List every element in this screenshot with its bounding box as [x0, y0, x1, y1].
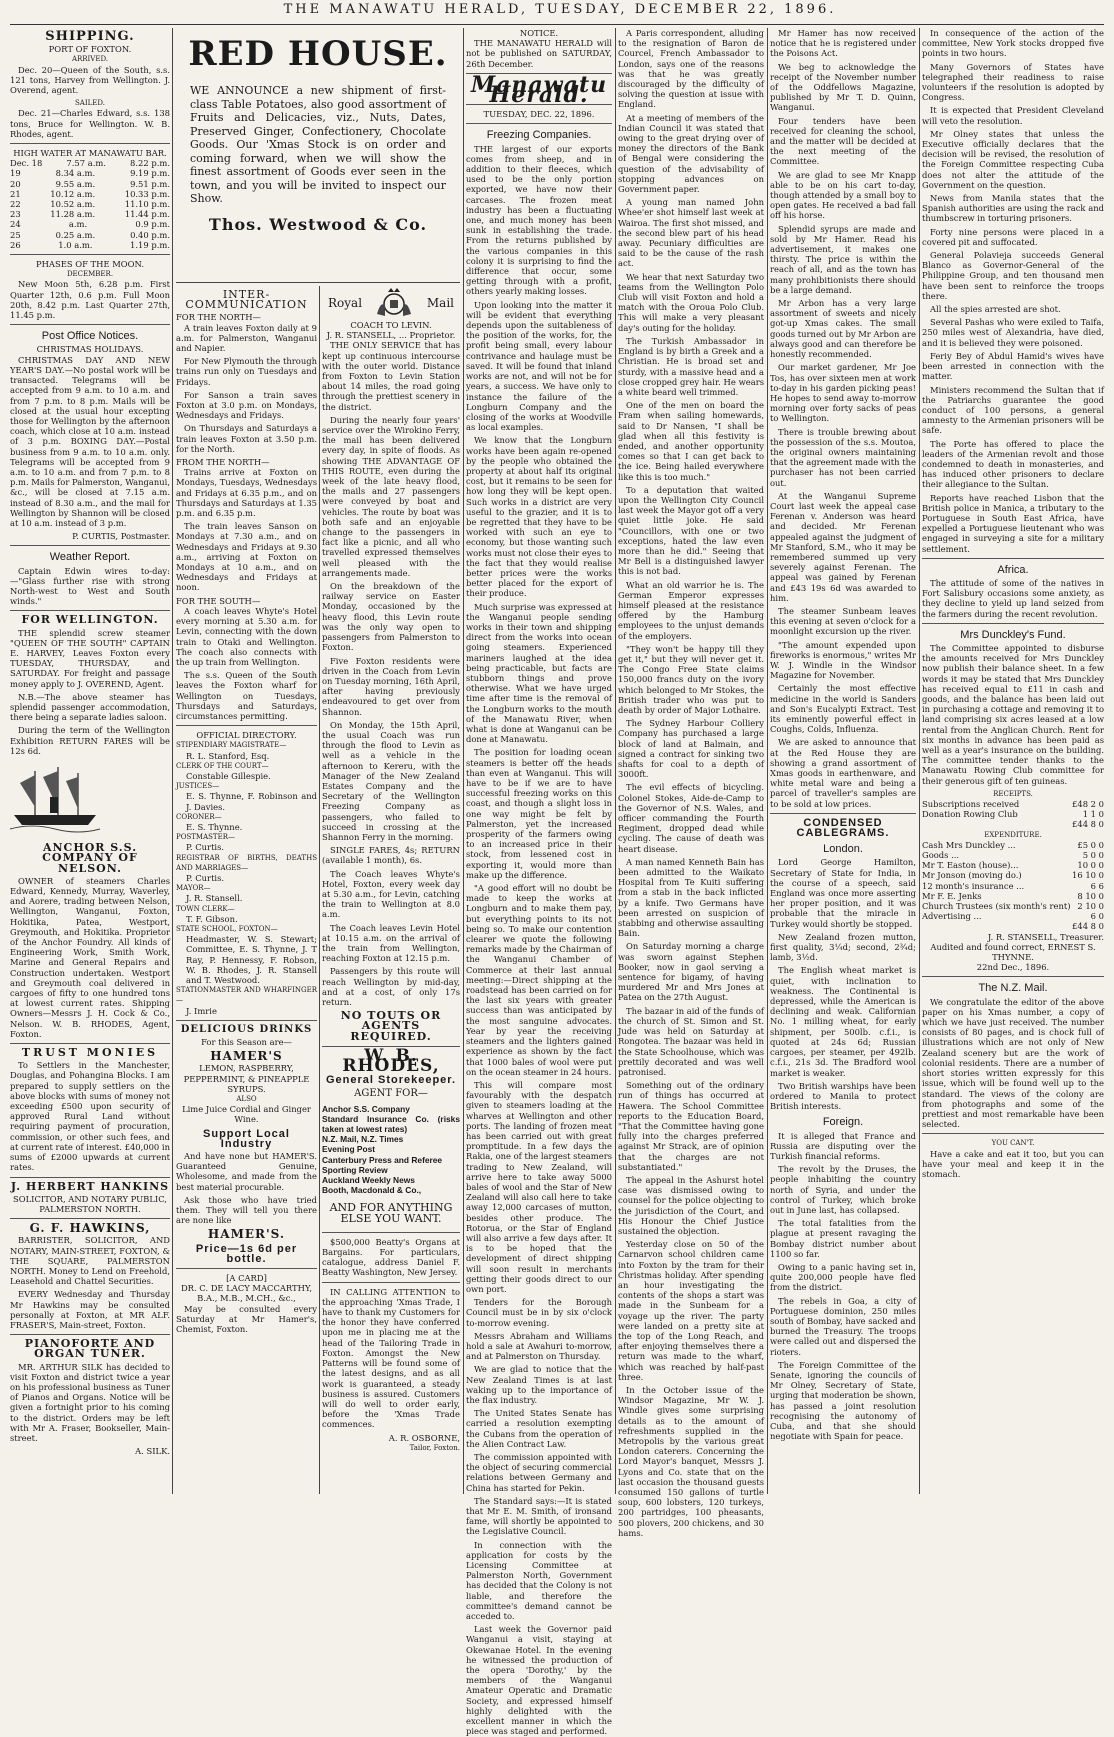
editorial-paragraph: The United States Senate has carried a resolution exempting the Cubans from the operation of the Alien Contract Law. — [466, 1408, 612, 1449]
official-directory — [176, 740, 317, 1015]
expense-row: Cash Mrs Dunckley ... £5 0 0 — [922, 839, 1104, 850]
foreign-paragraph: The total fatalities from the plague at present ravaging the Bombay district number about 1100 so far. — [770, 1218, 916, 1259]
news-paragraph: The Sydney Harbour Colliery Company has purchased a large block of land at Balmain, and signed a contract for sinking two shafts for coal to a depth of 3000ft. — [618, 718, 764, 780]
expense-row: Mr F. E. Jenks 8 10 0 — [922, 890, 1104, 901]
directory-heading: OFFICIAL DIRECTORY. — [196, 730, 297, 741]
wellington-heading: FOR WELLINGTON. — [21, 613, 159, 627]
column-divider — [615, 28, 616, 1494]
drinks-sub: For this Season are— — [201, 1037, 292, 1048]
expense-row: Mr Jonson (moving do.) 16 10 0 — [922, 870, 1104, 881]
anchor-heading: ANCHOR S.S. COMPANY OF NELSON. — [42, 841, 138, 875]
directory-role: STIPENDIARY MAGISTRATE— — [176, 741, 287, 750]
editorial-paragraph: This will compare most favourably with the despatch given to steamers loading at the wharves at Wellington and other ports. The landing of frozen meat has been carried out with great promptitude. In a few days the Rakia, one of the largest steamers trading to New Zealand, will arrive here to take away 5000 bales of wool and the Star of New Zealand will also call here to take away 12,000 carcases of mutton, besides other produce. The Rotorua, or the Star of England will also arrive a few days after. It is to be hoped that the development of direct shipping will soon result in merchants getting their goods direct to our own port. — [466, 1079, 612, 1294]
editorial-paragraph: We are glad to notice that the New Zealand Times is at last waking up to the importance of the flax industry. — [466, 1364, 612, 1405]
receipt-row: Donation Rowing Club 1 1 0 — [922, 809, 1104, 820]
tide-row: 23 11.28 a.m. 11.44 p.m. — [10, 209, 170, 220]
price-text: Price—1s 6d per bottle. — [195, 1242, 298, 1265]
news-paragraph: The appeal in the Ashurst hotel case was dismissed owing to counsel for the police objecting to the jurisdiction of the Court, and His Honour the Chief Justice sustained the objection. — [618, 1174, 764, 1236]
directory-role: STATIONMASTER AND WHARFINGER— — [176, 986, 317, 1005]
coach-paragraph: The Coach leaves Levin Hotel at 10.15 a.m. on the arrival of the train from Wellington, reaching Foxton at 12.15 p.m. — [322, 922, 460, 964]
editorial-paragraph: Last week the Governor paid Wanganui a visit, staying at Okewanae Hotel. In the evening he witnessed the production of the opera 'Dorothy,' by the members of the Wanganui Amateur Operatic and Dramatic Society, and expressed himself highly delighted with the excellent manner in which the piece was staged and performed. — [466, 1624, 612, 1737]
agency-item: Evening Post — [322, 1144, 376, 1155]
moon-month: DECEMBER. — [66, 270, 114, 279]
agency-item: Standard Insurance Co. (risks taken at lowest rates) — [322, 1113, 460, 1135]
drinks-text: LEMON, RASPBERRY, PEPPERMINT, & PINEAPPLE SYRUPS. — [183, 1063, 310, 1094]
audit-date: 22nd Dec., 1896. — [976, 962, 1050, 973]
agency-item: Booth, Macdonald & Co., — [322, 1185, 422, 1196]
foreign-heading: Foreign. — [822, 1116, 864, 1129]
directory-name: Constable Gillespie. — [186, 770, 271, 781]
local-paragraph: Mr Hamer has now received notice that he is registered under the Poisons Act. — [770, 28, 916, 59]
piano-sign: A. SILK. — [135, 1446, 170, 1457]
cable-paragraph: Mr Olney states that unless the Executive officially declares that the decision will be revised, the resolution of the Foreign Committee respecting Cuba does not alter the attitude of the Government on the question. — [922, 128, 1104, 190]
news-paragraph: "They won't be happy till they get it," but they will never get it. The Congo Free State claims 150,000 francs duty on the ivory which belonged to Mr Stokes, the British trader who was put to death by order of Major Lothaire. — [618, 643, 764, 715]
north-item: A train leaves Foxton daily at 9 a.m. for Palmerston, Wanganui and Napier. — [176, 322, 317, 354]
herald-nameplate: Manawatu Herald. — [470, 71, 608, 109]
tide-row: 22 10.52 a.m. 11.10 p.m. — [10, 199, 170, 210]
directory-role: MAYOR— — [176, 884, 211, 893]
coach-proprietor: J. R. STANSELL, ... Proprietor. — [326, 330, 456, 341]
red-house-heading: RED HOUSE. — [188, 34, 448, 74]
from-north-label: FROM THE NORTH— — [176, 457, 270, 468]
hankins-text: SOLICITOR, AND NOTARY PUBLIC, PALMERSTON NORTH. — [13, 1193, 167, 1214]
post-subheading: CHRISTMAS HOLIDAYS. — [36, 344, 144, 355]
news-paragraph: The evil effects of bicycling. Colonel Stokes, Aide-de-Camp to the Governor of N.S. Wales, and officer commanding the Fourth Regiment, dropped dead while cycling. The cause of death was heart disease. — [618, 782, 764, 854]
shipping-heading: SHIPPING. — [45, 29, 135, 44]
foreign-paragraph: It is alleged that France and Russia are disputing over the Turkish financial reforms. — [770, 1130, 916, 1161]
south-item: A coach leaves Whyte's Hotel every morning at 5.30 a.m. for Levin, connecting with the down train to Otaki and Wellington. The coach also connects with the up train from Wellington. — [176, 605, 317, 667]
directory-role: REGISTRAR OF BIRTHS, DEATHS AND MARRIAGES— — [176, 853, 317, 872]
issue-date: TUESDAY, DEC. 22, 1896. — [483, 109, 595, 120]
column-intercommunication — [176, 286, 317, 1494]
directory-name: E. S. Thynne. — [186, 821, 243, 832]
cable-paragraph: The Porte has offered to place the leaders of the Armenian revolt and those condemned to death in monasteries, and has induced other prisoners to declare their allegiance to the Sultan. — [922, 438, 1104, 490]
rhodes-heading: W. B. RHODES, — [342, 1045, 440, 1077]
directory-role: JUSTICES— — [176, 782, 220, 791]
sailed-text: Dec. 21—Charles Edward, s.s. 138 tons, Bruce for Wellington. W. B. Rhodes, agent. — [10, 108, 170, 139]
foreign-paragraph: The revolt by the Druses, the people inhabiting the country north of Syria, and under the control of Turkey, which broke out in June last, has collapsed. — [770, 1164, 916, 1215]
news-paragraph: Something out of the ordinary run of things has occurred at Hawera. The School Committee reports to the Education Board, "That the Committee having gone fully into the charges preferred against Mr Strack, are of opinion that the charges are not substantiated." — [618, 1080, 764, 1172]
tide-row: 24 a.m. 0.9 p.m. — [10, 219, 170, 230]
coach-paragraph: On the breakdown of the railway service on Easter Monday, occasioned by the heavy flood, this Levin route was the only way open to passengers from Palmerston to Foxton. — [322, 581, 460, 653]
storekeeper-label: General Storekeeper. — [325, 1074, 457, 1087]
news-paragraph: One of the men on board the Fram when sailing homewards, said to Dr Nansen, "I shall be glad when all this festivity is ended, and another opportunity comes so that I can get back to the ice. Being hailed everywhere like this is too much." — [618, 400, 764, 482]
no-touts: NO TOUTS OR AGENTS REQUIRED. — [340, 1009, 442, 1043]
north-item: On Thursdays and Saturdays a train leaves Foxton at 3.50 p.m. for the North. — [176, 423, 317, 454]
local-paragraph: Mr Arbon has a very large assortment of sweets and nicely got-up Xmas cakes. The small goods turned out by Mr Arbon are always good and can therefore be honestly recommended. — [770, 298, 916, 360]
directory-role: TOWN CLERK— — [176, 904, 235, 913]
news-paragraph: We hear that next Saturday two teams from the Wellington Polo Club will visit Foxton and hold a match with the Oroua Polo Club. This will make a very pleasant day's outing for the holiday. — [618, 271, 764, 333]
also-label: ALSO — [236, 1095, 257, 1104]
coach-text — [322, 340, 460, 1007]
north-label: FOR THE NORTH— — [176, 312, 261, 323]
news-paragraph: Yesterday close on 50 of the Carnarvon school children came into Foxton by the tram for their Christmas holiday. After spending an hour investigating the contents of the shops a start was made in the Sunbeam for a voyage up the river. The party were landed on a pretty site at the top of the Long Reach, and after enjoying themselves there a return was made to the wharf, which was reached by half-past three. — [618, 1239, 764, 1382]
directory-name: T. F. Gibson. — [186, 913, 238, 924]
news-paragraph: In the October issue of the Windsor Magazine, Mr W. J. Windle gives some surprising details as to the amount of refreshments supplied in the Metropolis by the various great London caterers. Concerning the Lord Mayor's banquet, Messrs J. Lyons and Co. state that on the last occasion the thousand guests consumed 150 gallons of turtle soup, 600 lobsters, 120 turkeys, 200 partridges, 100 pheasants, 500 plovers, 200 chickens, and 30 hams. — [618, 1385, 764, 1538]
africa-text: The attitude of some of the natives in Fort Salisbury occasions some anxiety, as they decline to yield up land seized from the farmers during the recent revolution. — [922, 577, 1104, 619]
wellington-text: THE splendid screw steamer "QUEEN OF THE SOUTH" CAPTAIN E. HARVEY, Leaves Foxton every TUESDAY, THURSDAY, and SATURDAY. For freight and passage money apply to J. OVEREND, Agent. — [10, 627, 170, 689]
dunckley-text: The Committee appointed to disburse the amounts received for Mrs Dunckley now publish their balance sheet. In a few words it may be stated that Mrs Dunckley has received equal to £11 in cash and goods, and the balance has been laid out in purchasing a cottage and removing it to land comprising six acres leased at a low rental from the Anglican Church. Rent for six months in advance has been paid as well as a year's insurance on the building. The committee tender thanks to the Manawatu Rowing Club committee for their generous gift of ten guineas. — [922, 642, 1104, 786]
editorial-paragraph: Messrs Abraham and Williams hold a sale at Awahuri to-morrow, and at Palmerston on Thursday. — [466, 1330, 612, 1362]
notice-text: THE MANAWATU HERALD will not be published on SATURDAY, 26th December. — [466, 38, 612, 69]
editorial-paragraph: Tenders for the Borough Council must be in by six o'clock to-morrow evening. — [466, 1297, 612, 1328]
expense-row: Advertising ... 6 0 — [922, 911, 1104, 922]
cable-paragraph: Many Governors of States have telegraphed their readiness to raise volunteers if the resolution is adopted by Congress. — [922, 61, 1104, 103]
local-paragraph: We beg to acknowledge the receipt of the November number of the Oddfellows Magazine, published by Mr T. D. Quinn, Wanganui. — [770, 61, 916, 113]
moon-heading: PHASES OF THE MOON. — [35, 259, 144, 270]
news-paragraph: To a deputation that waited upon the Wellington City Council last week the Mayor got off a very quiet little joke. He said "Councillors, with one or two exceptions, hated the law even more than he did." Seeing that Mr Bell is a distinguished lawyer this is not bad. — [618, 484, 764, 577]
tide-row: 20 9.55 a.m. 9.51 p.m. — [10, 178, 170, 189]
hankins-heading: J. HERBERT HANKINS — [10, 1179, 170, 1193]
column-cables — [922, 28, 1104, 1494]
column-local — [770, 28, 916, 1494]
tide-heading: HIGH WATER AT MANAWATU BAR. — [13, 148, 167, 159]
tailor-name: A. R. OSBORNE, — [388, 1432, 460, 1443]
coach-heading: COACH TO LEVIN. — [350, 320, 432, 330]
piano-text: MR. ARTHUR SILK has decided to visit Foxton and district twice a year on his professional business as Tuner of Pianos and Organs. Notice will be given a fortnight prior to his coming to the district. Orders may be left with Mr A. Fraser, Bookseller, Main-street. — [10, 1361, 170, 1443]
royal-word: Royal — [328, 295, 363, 310]
organs-advert: $500,000 Beatty's Organs at Bargains. For particulars, catalogue, address Daniel F. Beatty Washington, New Jersey. — [322, 1236, 460, 1278]
column-divider — [767, 28, 768, 1494]
weather-text: Captain Edwin wires to-day:—"Glass further rise with strong North-west to West and South winds." — [10, 565, 170, 607]
editorial-paragraph: THE largest of our exports comes from sheep, and in addition to their fleeces, which used to be the only portion exported, we have now their carcases. The frozen meat industry has been a fluctuating one, and much money has been sunk in establishing the trade. From the returns published by the various companies in this colony it is surprising to find the difference that occur, some getting through with a profit, others yearly making losses. — [466, 143, 612, 297]
ask-text: Ask those who have tried them. They will tell you there are none like — [176, 1194, 317, 1226]
doctor-degrees: B.A., M.B., M.CH., &c., — [197, 1293, 296, 1304]
piano-heading: PIANOFORTE AND ORGAN TUNER. — [24, 1337, 156, 1361]
tide-row: 19 8.34 a.m. 9.19 p.m. — [10, 168, 170, 179]
receipts-label: RECEIPTS. — [993, 789, 1033, 798]
local-paragraph: We are asked to announce that at the Red House they are showing a grand assortment of Xmas goods in earthenware, and white metal ware and being a parcel of traveller's samples are to be sold at low prices. — [770, 737, 916, 809]
news-text — [618, 28, 764, 1538]
foreign-paragraph: Owing to a panic having set in, quite 200,000 people have fled from the district. — [770, 1261, 916, 1293]
coach-paragraph: During the nearly four years' service over the Wirokino Ferry, the mail has been delivered every day, in spite of floods. As showing THE ADVANTAGE OF THIS ROUTE, even during the week of the late heavy flood, the mails and 27 passengers were conveyed by boat and vehicles. The route by boat was both safe and an enjoyable change to the passengers in fact like a picnic, and all who travelled expressed themselves well pleased with the arrangements made. — [322, 414, 460, 578]
treasurer-sign: J. R. STANSELL, Treasurer. — [987, 931, 1104, 942]
directory-name: P. Curtis. — [186, 842, 225, 853]
sailed-label: SAILED. — [75, 99, 105, 108]
expense-row: Mr T. Easton (house)... 10 0 0 — [922, 860, 1104, 871]
cable-paragraph: Forty nine persons were placed in a covered pit and suffocated. — [922, 226, 1104, 247]
news-paragraph: A young man named John Whee'er shot himself last week at Wairoa. The first shot missed, and the second blew part of his head away. Pecuniary difficulties are said to be the cause of the rash act. — [618, 197, 764, 269]
news-paragraph: At a meeting of members of the Indian Council it was stated that owing to the great drying over of money the directors of the Bank of Bengal were considering the question of the advisability of stopping advances on Government paper. — [618, 112, 764, 195]
cable-paragraph: General Polavieja succeeds General Blanco as Governor-General of the Philippine Group, and ten thousand men have been sent to reinforce the troops there. — [922, 250, 1104, 301]
south-label: FOR THE SOUTH— — [176, 595, 261, 606]
london-paragraph: The English wheat market is quiet, with inclination to weakness. The Continental is depressed, while the American is declining and weak. Californian No. 1 milling wheat, for early shipment, per 500lb. c.f.i., is quoted at 24s 6d; Russian cargoes, per steamer, per 492lb. c.f.i., 21s 3d. The Bradford wool market is weaker. — [770, 965, 916, 1078]
local-paragraph: The steamer Sunbeam leaves this evening at seven o'clock for a moonlight excursion up the river. — [770, 605, 916, 637]
freezing-heading: Freezing Companies. — [486, 129, 592, 142]
column-news — [618, 28, 764, 1538]
masthead: THE MANAWATU HERALD, TUESDAY, DECEMBER 22, 1896. — [283, 2, 837, 17]
hamers-name: HAMER'S — [210, 1049, 283, 1064]
royal-crest-icon — [375, 286, 413, 320]
agency-item: Sporting Review — [322, 1164, 388, 1175]
tide-row: 25 0.25 a.m. 0.40 p.m. — [10, 229, 170, 240]
directory-name: E. S. Thynne, F. Robinson and J. Davies. — [186, 791, 317, 812]
notice-heading: NOTICE. — [519, 28, 559, 38]
cable-paragraph: In consequence of the action of the committee, New York stocks dropped five points in two hours. — [922, 28, 1104, 59]
south-item: The s.s. Queen of the South leaves the Foxton wharf for Wellington on Tuesdays, Thursdays and Saturdays, circumstances permitting. — [176, 670, 317, 721]
masthead-rule — [10, 24, 1104, 25]
nz-mail-text: We congratulate the editor of the above paper on his Xmas number, a copy of which we have just received. The number consists of 80 pages, and is chock full of illustrations which are not only of New Zealand scenery but are the work of colonial residents. There are a number of short stories written expressly for this issue, which will be found well up to the standard. The views of the colony are from photographs and some of the prettiest and most remarkable have been selected. — [922, 996, 1104, 1130]
editorial-paragraph: The commission appointed with the object of securing commercial relations between Germany and China has started for Pekin. — [466, 1452, 612, 1493]
royal-mail-heading — [322, 286, 460, 320]
column-divider — [463, 28, 464, 1494]
editorial-paragraph: We know that the Longburn works have been again re-opened by the people who obtained the property at about half its original cost, but it remains to be seen for how long they will be kept open. Such works in a district are very useful to the grazier, and it is to be regretted that they have to be worked with such an eye to economy, but those wanting such works must not close their eyes to the fact that they would realise better prices were the works better placed for the export of their produce. — [466, 435, 612, 599]
trust-heading: TRUST MONIES — [21, 1046, 159, 1060]
news-paragraph: The Turkish Ambassador in England is by birth a Greek and a Christian. He is broad set and sturdy, with a massive head and a close cropped grey hair. He wears a white beard well trimmed. — [618, 335, 764, 397]
wellington-exhibition: During the term of the Wellington Exhibition RETURN FARES will be 12s 6d. — [10, 725, 170, 756]
directory-name: J. R. Stansell. — [186, 893, 243, 904]
news-paragraph: On Saturday morning a charge was sworn against Stephen Booker, now in gaol serving a sentence for bigamy, of having murdered Mr and Mrs Jones at Patea on the 27th August. — [618, 941, 764, 1003]
receipts-table — [922, 799, 1104, 830]
anchor-text: OWNER of steamers Charles Edward, Kennedy, Murray, Waverley, and Aorere, trading between Nelson, Wellington, Wanganui, Foxton, Hokitika, Patea, Westport, Greymouth, and Hokitika. Proprietor of the Anchor Foundry. All kinds of Engineering Work, Smith Work, Marine and General Repairs and Construction undertaken. Westport and Greymouth coal delivered in cargoes of fifty to one hundred tons at lowest current rates. Shipping Owners—Messrs J. H. Cock & Co., Nelson. W. B. RHODES, Agent, Foxton. — [10, 875, 170, 1039]
footer-text: Have a cake and eat it too, but you can have your meal and keep it in the stomach. — [922, 1148, 1104, 1179]
coach-paragraph: Five Foxton residents were driven in the Coach from Levin on Tuesday morning, 16th April, after having previously endeavoured to get over from Shannon. — [322, 655, 460, 717]
local-paragraph: Four tenders have been received for cleaning the school, and the matter will be decided at the next meeting of the Committee. — [770, 115, 916, 167]
editorial-paragraph: Much surprise was expressed at the Wanganui people sending works in their town and shipping direct from the works into ocean going steamers. Experienced mariners laughed at the idea being practicable, but facts are stubborn things and prove otherwise. What we have urged time after time is the removal of the Longburn works to the mouth of the Manawatu River, when what is done at Wanganui can be done at Manawatu. — [466, 601, 612, 745]
tailor-advert: IN CALLING ATTENTION to the approaching 'Xmas Trade, I have to thank my Customers for the honor they have conferred upon me in placing me at the head of the Tailoring Trade in Foxton. Amongst the New Patterns will be found some of the latest designs, and as all work is guaranteed, a steady business is assured. Customers will do well to order early, before the 'Xmas Trade commences. — [322, 1286, 460, 1430]
directory-name: J. Imrie — [186, 1005, 217, 1016]
coach-paragraph: SINGLE FARES, 4s; RETURN (available 1 month), 6s. — [322, 845, 460, 866]
expenditure-label: EXPENDITURE. — [984, 830, 1042, 839]
nz-mail-heading: The N.Z. Mail. — [978, 982, 1048, 995]
westwood-name: Thos. Westwood & Co. — [208, 214, 428, 234]
cable-paragraph: It is expected that President Cleveland will veto the resolution. — [922, 105, 1104, 126]
coach-paragraph: Passengers by this route will reach Wellington by mid-day, and at a cost, of only 17s return. — [322, 966, 460, 1007]
red-house-advert — [176, 28, 460, 283]
agency-item: Anchor S.S. Company — [322, 1103, 410, 1114]
local-text — [770, 28, 916, 809]
expense-row: Goods ... 5 0 0 — [922, 850, 1104, 861]
arrived-label: ARRIVED. — [71, 55, 109, 64]
cable-paragraph: Feriy Bey of Abdul Hamid's wives have been arrested in connection with the matter. — [922, 350, 1104, 382]
news-paragraph: A Paris correspondent, alluding to the resignation of Baron de Courcel, French Ambassador to London, says one of the reasons was that he was greatly discouraged by the difficulty of solving the question at issue with England. — [618, 28, 764, 110]
audit-text: Audited and found correct, ERNEST S. THYNNE. — [930, 941, 1096, 963]
tide-row: 21 10.12 a.m. 10.33 p.m. — [10, 188, 170, 199]
arrived-text: Dec. 20—Queen of the South, s.s. 121 tons, Harvey from Wellington. J. Overend, agent. — [10, 64, 170, 96]
expense-row: 12 month's insurance ... 6 6 — [922, 880, 1104, 891]
dunckley-heading: Mrs Dunckley's Fund. — [960, 628, 1066, 641]
post-sign: P. CURTIS, Postmaster. — [72, 531, 170, 542]
north-item: For Sanson a train saves Foxton at 3.0 p.m. on Mondays, Wednesdays and Fridays. — [176, 389, 317, 421]
directory-role: STATE SCHOOL, FOXTON— — [176, 924, 278, 933]
coach-paragraph: On Monday, the 15th April, the usual Coach was run through the flood to Levin as well as a vehicle in the afternoon to Kereru, with the Manager of the New Zealand Estates Company and the Secretary of the Wellington Freezing Company as passengers, who failed to succeed in crossing at the Shannon Ferry in the morning. — [322, 719, 460, 842]
local-paragraph: There is trouble brewing about the possession of the s.s. Moutoa, the original owners maintaining that the agreement made with the purchaser has not been carried out. — [770, 426, 916, 488]
local-paragraph: Our market gardener, Mr Joe Tos, has over sixteen men at work to-day in his garden picking peas! He hopes to send away to-morrow morning over forty sacks of peas to Wellington. — [770, 362, 916, 424]
local-paragraph: "The amount expended upon fireworks is enormous," writes Mr W. J. Windle in the Windsor Magazine for November. — [770, 639, 916, 681]
editorial-paragraph: In connection with the application for costs by the Licensing Committee at Palmerston North, Government has decided that the Colony is not liable, and therefore the committee's demand cannot be acceded to. — [466, 1539, 612, 1622]
tide-row: Dec. 18 7.57 a.m. 8.22 p.m. — [10, 158, 170, 169]
from-north-item: The train leaves Sanson on Mondays at 7.30 a.m., and on Wednesdays and Fridays at 9.30 a.m., arriving at Foxton on Mondays at 10 a.m., and on Wednesdays and Fridays at noon. — [176, 521, 317, 593]
africa-heading: Africa. — [997, 563, 1029, 576]
london-paragraph: Two British warships have been ordered to Manila to protect British interests. — [770, 1080, 916, 1112]
column-editorial — [466, 28, 612, 1737]
column-divider — [172, 28, 173, 1494]
local-paragraph: We are glad to see Mr Knapp able to be on his cart to-day, though attended by a small boy to open gates. He received a bad fall off his horse. — [770, 169, 916, 221]
agency-item: Auckland Weekly News — [322, 1175, 415, 1186]
editorial-paragraph: Upon looking into the matter it will be evident that everything depends upon the suitableness of the position of the works, for, the profit being small, every labour contrivance and haulage must be saved. It will be found that inland works are not, and will not be for years, a success. We have only to instance the failure of the Longburn Company and the closing of the works at Woodville as local examples. — [466, 299, 612, 433]
foreign-paragraph: The rebels in Goa, a city of Portuguese dominion, 250 miles south of Bombay, have sacked and burned the Treasury. The troops were called out and dispersed the rioters. — [770, 1295, 916, 1357]
directory-name: Headmaster, W. S. Stewart; Committee, E. S. Thynne, J. T Ray, P. Hennessy, F. Robson, W. B. Rhodes, J. R. Stansell and T. Westwood. — [186, 934, 317, 985]
hawkins-every: EVERY Wednesday and Thursday Mr Hawkins may be consulted personally at Foxton, at MR ALF. FRASER'S, Main-street, Foxton. — [10, 1289, 170, 1330]
support-text: And have none but HAMER'S. Guaranteed Genuine, Wholesome, and made from the best material procurable. — [176, 1151, 317, 1192]
wellington-nb: N.B.—The above steamer has splendid passenger accommodation, there being a separate ladies saloon. — [10, 691, 170, 723]
foreign-text — [770, 1131, 916, 1442]
tide-row: 26 1.0 a.m. 1.19 p.m. — [10, 239, 170, 250]
anything-else: AND FOR ANYTHING ELSE YOU WANT. — [329, 1201, 453, 1225]
hawkins-heading: G. F. HAWKINS, — [29, 1221, 151, 1236]
directory-name: R. L. Stanford, Esq. — [186, 750, 270, 761]
local-paragraph: At the Wanganui Supreme Court last week the appeal case Ferenan v. Anderson was heard and decided. Mr Ferenan appealed against the judgment of Mr Stanford, S.M., who it may be remembered summed up very severely against Ferenan. The appeal was gained by Ferenan and £43 19s 6d was awarded to him. — [770, 490, 916, 603]
receipt-row: £44 8 0 — [1072, 819, 1104, 830]
directory-role: CORONER— — [176, 812, 222, 821]
directory-name: P. Curtis. — [186, 872, 225, 883]
column-shipping — [10, 28, 170, 1494]
cable-heading: CONDENSED CABLEGRAMS. — [796, 816, 890, 840]
expenditure-table — [922, 840, 1104, 932]
cable-paragraph: Reports have reached Lisbon that the British police in Manica, a tributary to the Portuguese in South East Africa, have expelled a Portuguese lieutenant who was engaged in surveying a site for a military settlement. — [922, 492, 1104, 554]
receipt-row: Subscriptions received £48 2 0 — [922, 799, 1104, 810]
footer-heading: YOU CAN'T. — [991, 1139, 1035, 1148]
post-heading: Post Office Notices. — [41, 330, 139, 343]
expense-row: £44 8 0 — [1072, 921, 1104, 932]
local-paragraph: Certainly the most effective medicine in the world is Sanders and Son's Eucalypti Extract. Test its eminently powerful effect in Coughs, Colds, Influenza. — [770, 683, 916, 735]
weather-heading: Weather Report. — [49, 551, 131, 564]
london-paragraph: New Zealand frozen mutton, first quality, 3¼d; second, 2¾d; lamb, 3½d. — [770, 931, 916, 963]
port-heading: PORT OF FOXTON. — [48, 44, 132, 55]
lime-text: Lime Juice Cordial and Ginger Wine. — [182, 1104, 311, 1125]
editorial-paragraph: The position for loading ocean steamers is better off the heads than even at Wanganui. This will have to be if we are to have successful freezing works on this coast, and though a slight loss in one way might be felt by Palmerston, yet the increased prosperity of the farmers owing to an increased price in their stock, from lessened cost in exporting it, would more than make up the difference. — [466, 747, 612, 880]
cable-paragraph: News from Manila states that the Spanish authorities are using the rack and thumbscrew in torturing prisoners. — [922, 193, 1104, 224]
foreign-paragraph: The Foreign Committee of the Senate, ignoring the councils of Mr Olney, Secretary of State, urging that moderation be shown, has passed a joint resolution recognising the autonomy of Cuba, and that she should negotiate with Spain for peace. — [770, 1359, 916, 1442]
agency-item: N.Z. Mail, N.Z. Times — [322, 1134, 404, 1145]
trust-text: To Settlers in the Manchester, Douglas, and Pohangina Blocks. I am prepared to supply settlers on the above blocks with sums of money not exceeding £500 upon security of approved Rural Land without requiring payment of procuration, commission, or other such fees, and at current rate of interest. £40,000 in sums of £2000 upwards at current rates. — [10, 1060, 170, 1173]
news-paragraph: A man named Kenneth Bain has been admitted to the Waikato Hospital from Te Kuiti suffering from a stab in the back inflicted by a knife. Two Germans have been arrested on suspicion of stabbing and otherwise assaulting Bain. — [618, 856, 764, 939]
hawkins-text: BARRISTER, SOLICITOR, AND NOTARY, MAIN-STREET, FOXTON, & THE SQUARE, PALMERSTON NORTH. Money to Lend on Freehold, Leasehold and Chattel Securities. — [10, 1235, 170, 1287]
moon-text: New Moon 5th, 6.28 p.m. First Quarter 12th, 0.6 p.m. Full Moon 20th, 8.42 p.m. Last Quarter 27th, 11.45 p.m. — [10, 279, 170, 321]
agent-for-label: AGENT FOR— — [354, 1088, 428, 1100]
directory-role: POSTMASTER— — [176, 833, 235, 842]
agency-list — [322, 1104, 460, 1196]
london-text — [770, 857, 916, 1111]
london-paragraph: Lord George Hamilton, Secretary of State for India, in the course of a speech, said England was once more asserting her proper position, and it was probable that the miracle in Turkey would shortly be stopped. — [770, 857, 916, 929]
column-coach — [322, 286, 460, 1494]
card-label: [A CARD] — [226, 1273, 267, 1284]
london-heading: London. — [823, 843, 863, 856]
doctor-name: DR. C. DE LACY MACCARTHY, — [180, 1283, 313, 1294]
coach-paragraph: THE ONLY SERVICE that has kept up continuous intercourse with the outer world. Distance from Foxton to Levin Station about 14 miles, the road going through the prettiest scenery in the district. — [322, 340, 460, 412]
coach-paragraph: The Coach leaves Whyte's Hotel, Foxton, every week day at 5.30 a.m., for Levin, catching the train to Wellington at 8.0 a.m. — [322, 868, 460, 920]
agency-item: Canterbury Press and Referee — [322, 1154, 443, 1165]
intercom-heading: INTER-COMMUNICATION — [185, 288, 308, 312]
mail-word: Mail — [426, 295, 454, 310]
directory-role: CLERK OF THE COURT— — [176, 761, 269, 770]
column-divider — [919, 28, 920, 1494]
north-item: For New Plymouth the through trains run only on Tuesdays and Fridays. — [176, 356, 317, 387]
post-text: CHRISTMAS DAY AND NEW YEAR'S DAY.—No postal work will be transacted. Telegrams will be accepted from 9 a.m. to 10 a.m. and from 7 p.m. to 8 p.m. Mails will be closed at the usual hour excepting those for Wellington by the afternoon coach, which close at 10 a.m. instead of 3 p.m. BOXING DAY.—Postal business from 9 a.m. to 10 a.m. only. Telegrams will be accepted from 9 a.m. to 10 a.m. and from 7 p.m. to 8 p.m. Mails for Palmerston, Wanganui, &c., will be closed at 7.15 a.m. instead of 8.30 a.m., and the mail for Wellington by Shannon will be closed at 10 a.m. instead of 3 p.m. — [10, 354, 170, 528]
column-divider — [319, 286, 320, 1494]
cables-text — [922, 28, 1104, 554]
news-paragraph: What an old warrior he is. The German Emperor expresses himself pleased at the resistance offered by the Hamburg employees to the unjust demands of the employers. — [618, 579, 764, 641]
hamers-name-2: HAMER'S. — [207, 1227, 286, 1242]
tide-table — [10, 158, 170, 250]
editorial-text — [466, 144, 612, 1737]
steamship-icon — [10, 763, 100, 833]
editorial-paragraph: The Standard says:—It is stated that Mr E. M. Smith, of ironsand fame, will shortly be appointed to the Legislative Council. — [466, 1495, 612, 1537]
editorial-paragraph: "A good effort will no doubt be made to keep the works at Longburn and to make them pay, but everything points to its not being so. To make our contention clearer we quote the following remarks made by the Chairman of the Wanganui Chamber of Commerce at their last annual meeting:—Direct shipping at the roadstead has been carried on for the last six years with greater success than was anticipated by the most sanguine advocates. Year by year the receiving steamers and the lighters gained experience as shown by the fact that 1000 bales of wool were put on the ocean steamer in 24 hours. — [466, 883, 612, 1077]
local-paragraph: Splendid syrups are made and sold by Mr Hamer. Read his advertisement, it makes one thirsty. The price is within the reach of all, and as the town has many prohibitionists there should be a large demand. — [770, 223, 916, 295]
red-house-text: WE ANNOUNCE a new shipment of first-class Table Potatoes, also good assortment of Fruits and Delicacies, viz., Nuts, Dates, Preserved Ginger, Confectionery, Chocolate Goods. Our 'Xmas Stock is on order and coming forward, when we will show the finest assortment of Goods ever seen in the town, and you will be invited to inspect our Show. — [190, 84, 446, 205]
drinks-heading: DELICIOUS DRINKS — [180, 1023, 313, 1035]
tailor-sub: Tailor, Foxton. — [409, 1443, 460, 1452]
news-paragraph: The bazaar in aid of the funds of the church of St. Simon and St. Jude was held on Saturday at Rongotea. The bazaar was held in the State Schoolhouse, which was prettily decorated and was well patronised. — [618, 1005, 764, 1077]
cable-paragraph: Ministers recommend the Sultan that if the Patriarchs guarantee the good conduct of 100 persons, a general amnesty to the Armenian prisoners will be safe. — [922, 384, 1104, 436]
support-heading: Support Local Industry — [203, 1127, 290, 1150]
from-north-item: Trains arrive at Foxton on Mondays, Tuesdays, Wednesdays and Fridays at 6.35 p.m., and on Thursdays and Saturdays at 1.35 p.m. and 6.35 p.m. — [176, 467, 317, 519]
cable-paragraph: All the spies arrested are shot. — [930, 304, 1061, 315]
doctor-consult: May be consulted every Saturday at Mr Hamer's, Chemist, Foxton. — [176, 1303, 317, 1335]
cable-paragraph: Several Pashas who were exiled to Taifa, 250 miles west of Alexandria, have died, and it is believed they were poisoned. — [922, 317, 1104, 348]
expense-row: Church Trustees (six month's rent) 2 10 0 — [922, 901, 1104, 912]
